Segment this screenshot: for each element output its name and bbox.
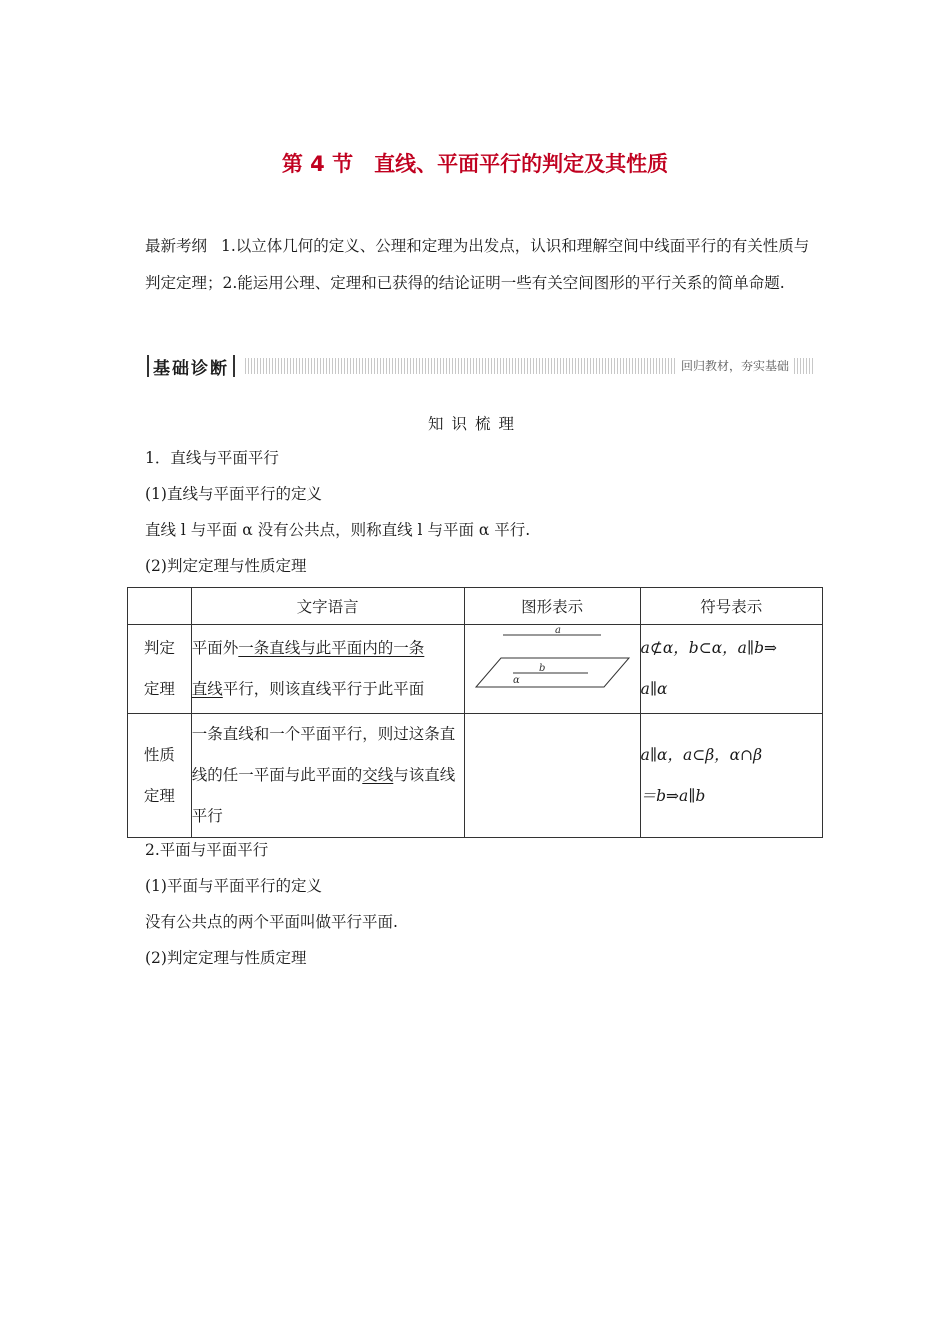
property-figure-cell [464,714,640,838]
part1-definition: 直线 l 与平面 α 没有公共点，则称直线 l 与平面 α 平行. [145,521,531,539]
figure-label-b: b [538,663,546,674]
header-cell-empty [128,588,192,625]
property-text: 一条直线和一个平面平行，则过这条直线的任一平面与此平面的交线与该直线平行 [191,714,464,838]
part1-sub1: (1)直线与平面平行的定义 [145,485,322,503]
row-label-judgement: 判定 定理 [128,625,192,714]
judgement-text: 平面外一条直线与此平面内的一条 直线平行，则该直线平行于此平面 [191,625,464,714]
header-cell-text: 文字语言 [191,588,464,625]
part2-heading: 2.平面与平面平行 [145,841,269,859]
plane-line-figure [465,625,640,713]
table-row [128,714,823,838]
figure-label-alpha: α [512,675,520,686]
part2-definition: 没有公共点的两个平面叫做平行平面. [145,913,398,931]
table-row [128,625,823,714]
section-banner [143,353,815,379]
judgement-figure-cell [464,625,640,714]
header-cell-figure: 图形表示 [464,588,640,625]
row-label-property: 性质 定理 [128,714,192,838]
syllabus-label: 最新考纲 [145,237,208,255]
syllabus-paragraph [145,228,813,302]
figure-label-a: a [554,625,561,636]
section-heading: 知识梳理 [427,415,522,433]
page-title: 第 4 节 直线、平面平行的判定及其性质 [281,152,669,176]
part1-heading: 1．直线与平面平行 [145,449,279,467]
theorem-table [127,587,823,838]
syllabus-text: 1.以立体几何的定义、公理和定理为出发点，认识和理解空间中线面平行的有关性质与判定定理；2.能运用公理、定理和已获得的结论证明一些有关空间图形的平行关系的简单命题. [145,237,810,292]
judgement-symbol: a⊄α，b⊂α，a∥b⇒ a∥α [640,625,822,714]
part1-sub2: (2)判定定理与性质定理 [145,557,307,575]
banner-left-label: 基础诊断 [153,358,229,379]
banner-left [143,353,239,379]
header-cell-symbol: 符号表示 [640,588,822,625]
table-header-row [128,588,823,625]
banner-right-label: 回归教材，夯实基础 [677,357,793,375]
part2-sub2: (2)判定定理与性质定理 [145,949,307,967]
part2-sub1: (1)平面与平面平行的定义 [145,877,322,895]
property-symbol: a∥α，a⊂β，α∩β ＝b⇒a∥b [640,714,822,838]
